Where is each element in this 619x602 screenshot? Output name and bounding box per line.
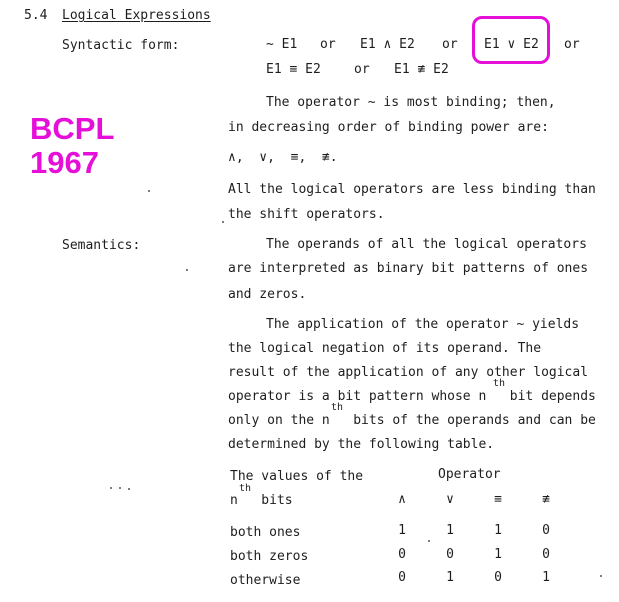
scan-speck xyxy=(186,269,188,271)
syntactic-label: Syntactic form: xyxy=(62,38,180,53)
table-cell: 1 xyxy=(494,523,502,538)
table-header-left: n bits xyxy=(230,493,293,508)
binding-line-2: in decreasing order of binding power are: xyxy=(228,120,549,135)
scan-speck xyxy=(428,540,430,542)
table-cell: 0 xyxy=(398,547,406,562)
table-op-or: ∨ xyxy=(446,492,454,507)
table-cell: 1 xyxy=(494,547,502,562)
semantics-line: operator is a bit pattern whose n bit depends xyxy=(228,389,596,404)
syntax-not: ~ E1 xyxy=(266,37,298,52)
syntax-neqv: E1 ≢ E2 xyxy=(394,62,449,77)
syntax-or: or xyxy=(354,62,370,77)
section-title: Logical Expressions xyxy=(62,8,211,23)
table-op-and: ∧ xyxy=(398,492,406,507)
table-cell: 0 xyxy=(398,570,406,585)
superscript-th: th xyxy=(493,378,506,389)
syntax-eqv: E1 ≡ E2 xyxy=(266,62,321,77)
table-cell: 1 xyxy=(542,570,550,585)
semantics-label: Semantics: xyxy=(62,238,141,253)
binding-line-4: the shift operators. xyxy=(228,207,385,222)
table-row-label: both ones xyxy=(230,525,301,540)
table-header-left: The values of the xyxy=(230,469,364,484)
binding-operators: ∧, ∨, ≡, ≢. xyxy=(228,150,338,165)
semantics-line: are interpreted as binary bit patterns of ones xyxy=(228,261,589,276)
table-op-neqv: ≢ xyxy=(542,492,550,507)
semantics-line: only on the n bits of the operands and can be xyxy=(228,413,596,428)
scan-speck xyxy=(148,190,150,192)
syntax-or: or xyxy=(320,37,336,52)
table-cell: 1 xyxy=(446,570,454,585)
table-cell: 0 xyxy=(494,570,502,585)
table-op-eqv: ≡ xyxy=(494,492,502,507)
semantics-line: The operands of all the logical operators xyxy=(266,237,587,252)
annotation-year: 1967 xyxy=(30,145,99,180)
section-number: 5.4 xyxy=(24,8,48,23)
superscript-th: th xyxy=(331,402,344,413)
scan-speck xyxy=(600,575,602,577)
syntax-and: E1 ∧ E2 xyxy=(360,37,415,52)
binding-line-1: The operator ~ is most binding; then, xyxy=(266,95,556,110)
binding-line-3: All the logical operators are less binding than xyxy=(228,182,596,197)
scan-speck xyxy=(128,488,130,490)
semantics-line: the logical negation of its operand. The xyxy=(228,341,542,356)
table-cell: 0 xyxy=(542,523,550,538)
semantics-line: and zeros. xyxy=(228,287,307,302)
syntax-or: or xyxy=(564,37,580,52)
semantics-line: determined by the following table. xyxy=(228,437,495,452)
table-row-label: both zeros xyxy=(230,549,309,564)
table-cell: 0 xyxy=(446,547,454,562)
semantics-line: The application of the operator ~ yields xyxy=(266,317,580,332)
syntax-or-expr: E1 ∨ E2 xyxy=(484,37,539,52)
table-header-operator: Operator xyxy=(438,467,501,482)
superscript-th: th xyxy=(239,483,252,494)
table-cell: 1 xyxy=(446,523,454,538)
table-row-label: otherwise xyxy=(230,573,301,588)
table-cell: 0 xyxy=(542,547,550,562)
scan-speck xyxy=(222,221,224,223)
scan-speck xyxy=(110,487,112,489)
scan-speck xyxy=(119,487,121,489)
table-cell: 1 xyxy=(398,523,406,538)
semantics-line: result of the application of any other logical xyxy=(228,365,589,380)
syntax-or: or xyxy=(442,37,458,52)
annotation-language: BCPL xyxy=(30,111,115,146)
